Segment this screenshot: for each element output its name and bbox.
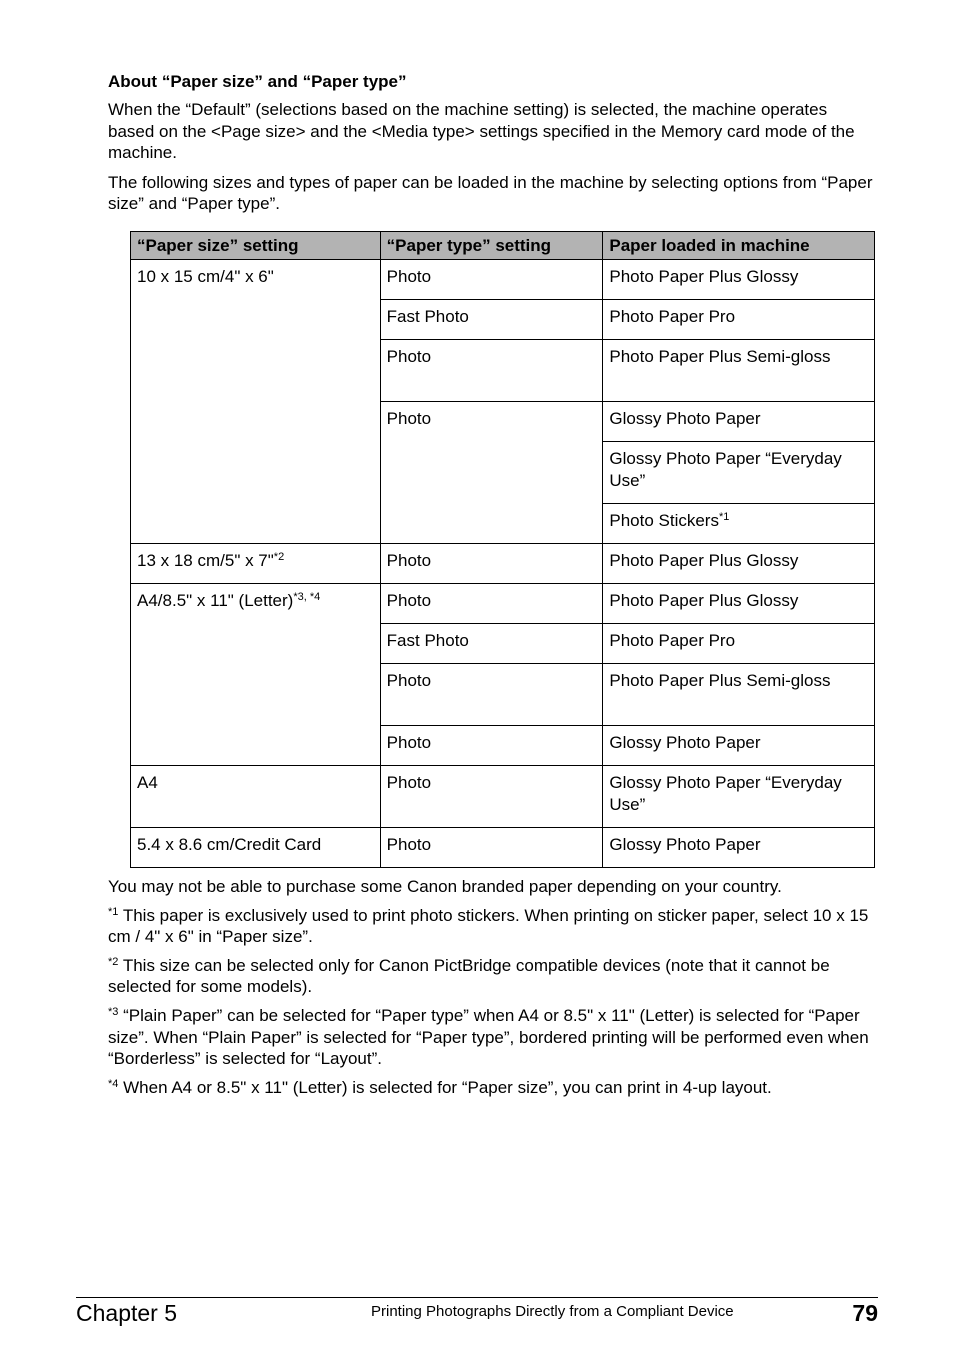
paper-size-text: 5.4 x 8.6 cm/Credit Card — [137, 834, 322, 854]
paper-loaded-text: Glossy Photo Paper — [609, 408, 761, 428]
paper-type-cell: Photo — [380, 339, 603, 401]
table-body — [131, 259, 875, 867]
paper-loaded-text: Photo Paper Pro — [609, 630, 736, 650]
paper-loaded-cell — [603, 827, 875, 867]
paper-loaded-text: Photo Paper Plus Semi-gloss — [609, 670, 831, 690]
paper-loaded-cell — [603, 401, 875, 441]
paper-loaded-text: Photo Paper Plus Glossy — [609, 590, 799, 610]
footnotes — [108, 876, 876, 1098]
paper-loaded-cell — [603, 441, 875, 503]
footnote — [108, 1005, 876, 1070]
footnote-text: This size can be selected only for Canon PictBridge compatible devices (note that it cannot be selected for some models). — [108, 955, 830, 997]
table-row — [131, 259, 875, 299]
footnote-text: You may not be able to purchase some Canon branded paper depending on your country. — [108, 876, 782, 896]
footnote-marker: *1 — [108, 905, 119, 918]
footnote-text: “Plain Paper” can be selected for “Paper type” when A4 or 8.5" x 11" (Letter) is selected for “Paper size”. When “Plain Paper” is selected for “Paper type”, bordered printing will be performed even when “Borderless” is selected for “Layout”. — [108, 1005, 869, 1069]
paper-loaded-cell — [603, 259, 875, 299]
paper-type-cell: Photo — [380, 827, 603, 867]
paper-type-cell: Photo — [380, 259, 603, 299]
availability-note — [108, 876, 876, 898]
paper-loaded-cell — [603, 765, 875, 827]
footnote-text: When A4 or 8.5" x 11" (Letter) is selected for “Paper size”, you can print in 4-up layout. — [118, 1077, 772, 1097]
header-paper-loaded: Paper loaded in machine — [603, 231, 875, 259]
paper-size-cell — [131, 543, 381, 583]
paper-size-text: 13 x 18 cm/5" x 7" — [137, 550, 274, 570]
footnote-text: This paper is exclusively used to print photo stickers. When printing on sticker paper, select 10 x 15 cm / 4" x 6" in “Paper size”. — [108, 905, 869, 947]
table-row — [131, 583, 875, 623]
paper-loaded-text: Photo Paper Plus Glossy — [609, 550, 799, 570]
paper-loaded-text: Glossy Photo Paper “Everyday Use” — [609, 772, 842, 814]
paper-loaded-text: Photo Paper Plus Semi-gloss — [609, 346, 831, 366]
footnote-ref: *3, *4 — [293, 590, 321, 603]
paper-type-cell: Photo — [380, 725, 603, 765]
paper-size-cell — [131, 827, 381, 867]
footnote — [108, 1077, 876, 1099]
paper-loaded-cell — [603, 339, 875, 401]
paper-loaded-cell — [603, 623, 875, 663]
paper-loaded-text: Photo Paper Pro — [609, 306, 736, 326]
paper-loaded-cell — [603, 663, 875, 725]
footer-chapter: Chapter 5 — [76, 1300, 178, 1326]
paper-type-cell: Photo — [380, 765, 603, 827]
paper-loaded-cell — [603, 503, 875, 543]
page-number: 79 — [852, 1300, 878, 1326]
paper-size-text: 10 x 15 cm/4" x 6" — [137, 266, 274, 286]
paper-type-cell: Fast Photo — [380, 299, 603, 339]
footnote-ref: *2 — [273, 550, 285, 563]
paper-size-cell — [131, 259, 381, 543]
footer-rule — [76, 1297, 878, 1298]
paper-loaded-text: Glossy Photo Paper — [609, 834, 761, 854]
paper-size-text: A4/8.5" x 11" (Letter) — [137, 590, 294, 610]
footnote-marker: *2 — [108, 955, 119, 968]
paper-loaded-cell — [603, 725, 875, 765]
paper-loaded-cell — [603, 583, 875, 623]
paper-loaded-text: Photo Paper Plus Glossy — [609, 266, 799, 286]
footnote — [108, 955, 876, 998]
paper-type-cell: Photo — [380, 663, 603, 725]
paper-table — [130, 231, 875, 868]
paper-loaded-text: Glossy Photo Paper “Everyday Use” — [609, 448, 842, 490]
footnote-marker: *3 — [108, 1005, 119, 1018]
table-row — [131, 827, 875, 867]
header-paper-type: “Paper type” setting — [380, 231, 603, 259]
footer-title: Printing Photographs Directly from a Compliant Device — [371, 1303, 734, 1320]
paper-size-cell — [131, 765, 381, 827]
footnote — [108, 905, 876, 948]
paper-type-cell: Fast Photo — [380, 623, 603, 663]
table-row — [131, 765, 875, 827]
paper-size-text: A4 — [137, 772, 158, 792]
paper-type-cell: Photo — [380, 543, 603, 583]
table-header-row — [131, 231, 875, 259]
table-row — [131, 543, 875, 583]
paper-type-cell: Photo — [380, 583, 603, 623]
header-paper-size: “Paper size” setting — [131, 231, 381, 259]
paper-loaded-cell — [603, 543, 875, 583]
section-heading: About “Paper size” and “Paper type” — [108, 72, 407, 91]
paper-loaded-cell — [603, 299, 875, 339]
footnote-marker: *4 — [108, 1077, 119, 1090]
footnote-ref: *1 — [718, 510, 730, 523]
page-content — [108, 72, 876, 1105]
paper-size-cell — [131, 583, 381, 765]
paper-loaded-text: Photo Stickers — [609, 510, 719, 530]
paper-loaded-text: Glossy Photo Paper — [609, 732, 761, 752]
paper-type-cell: Photo — [380, 401, 603, 543]
intro-paragraph: When the “Default” (selections based on the machine setting) is selected, the machine operates based on the <Page size> and the <Media type> settings specified in the Memory card mode of the machine. — [108, 100, 855, 163]
intro-paragraph: The following sizes and types of paper can be loaded in the machine by selecting options from “Paper size” and “Paper type”. — [108, 172, 873, 214]
